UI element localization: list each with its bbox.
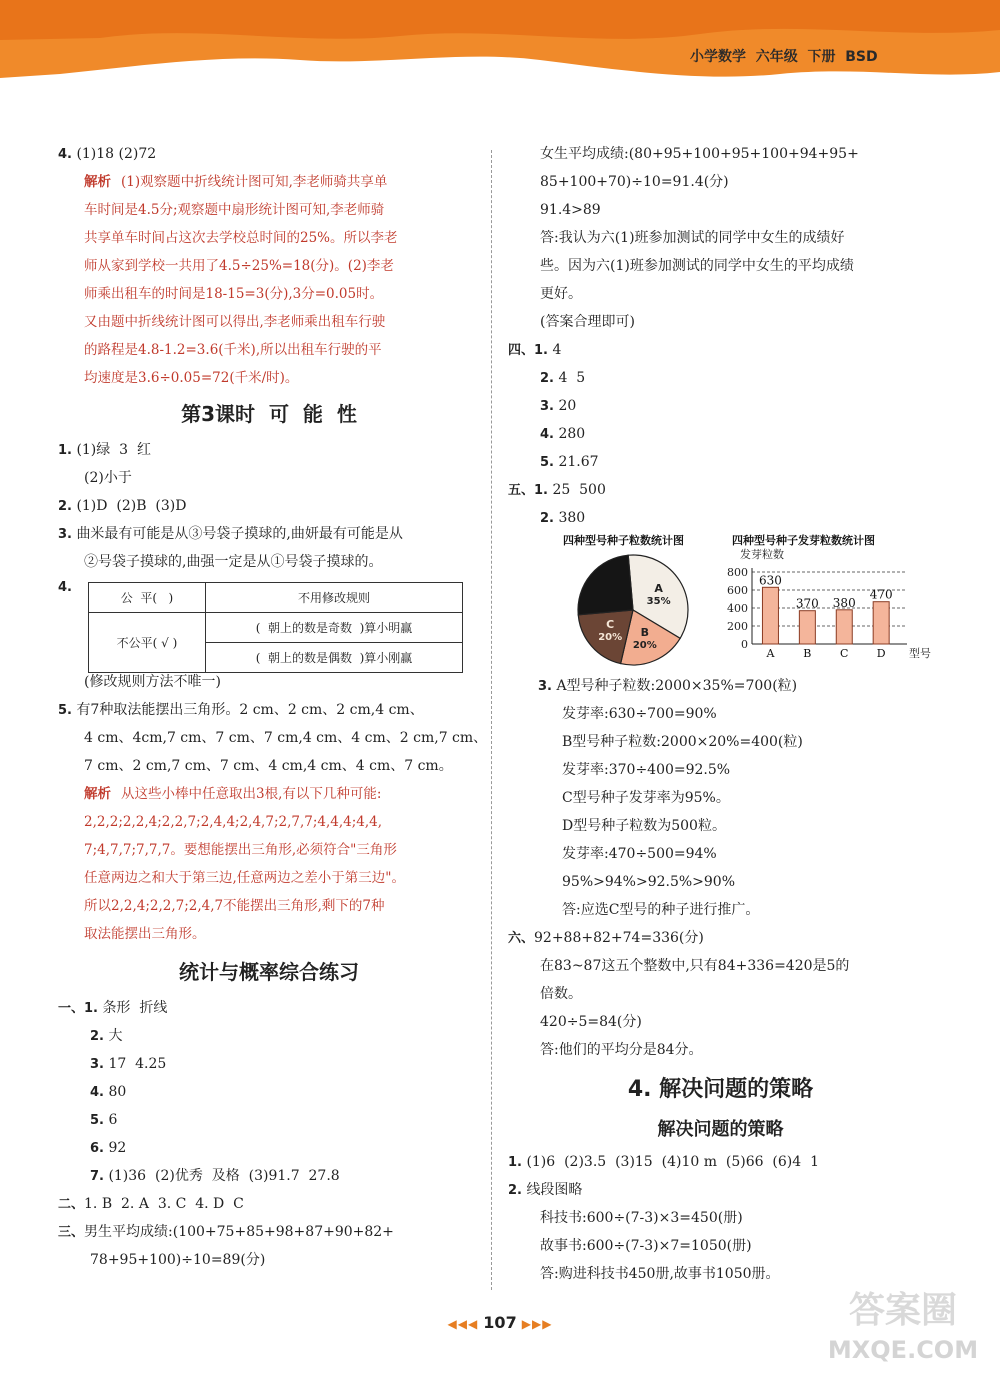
answer-line: 科技书:600÷(7-3)×3=450(册) (540, 1210, 743, 1226)
rule-cell: ( 朝上的数是偶数 )算小刚赢 (206, 643, 463, 673)
answer-line: 5. 6 (90, 1112, 118, 1128)
watermark-bottom: MXQE.COM (827, 1336, 979, 1364)
bar-y-label: 发芽粒数 (740, 548, 784, 561)
answer-line: 答:购进科技书450册,故事书1050册。 (540, 1266, 780, 1282)
bar-c (836, 610, 852, 644)
pie-slice-d (578, 555, 633, 615)
answer-line: 2. 线段图略 (508, 1182, 583, 1198)
answer-line: 发芽率:370÷400=92.5% (562, 762, 731, 778)
answer-line: 4. 280 (540, 426, 586, 442)
bar-category-label: A (766, 647, 775, 660)
answer-line: 4. (1)18 (2)72 (58, 146, 157, 162)
answer-line: 三、男生平均成绩:(100+75+85+98+87+90+82+ (58, 1224, 394, 1240)
answer-line: B型号种子粒数:2000×20%=400(粒) (562, 734, 803, 750)
bar-y-tick: 800 (727, 566, 748, 579)
answer-line: 4 cm、4cm,7 cm、7 cm、7 cm,4 cm、4 cm、2 cm,7 cm、 (84, 730, 488, 746)
answer-line: (答案合理即可) (540, 314, 635, 330)
answer-line: 在83~87这五个整数中,只有84+336=420是5的 (540, 958, 850, 974)
answer-line: 3. 17 4.25 (90, 1056, 167, 1072)
bar-category-label: D (876, 647, 886, 660)
chapter-title: 4. 解决问题的策略 (627, 1077, 814, 1102)
bar-value-label: 380 (832, 595, 856, 610)
explanation-line: 共享单车时间占这次去学校总时间的25%。所以李老 (84, 230, 398, 246)
pie-label-a: A (654, 581, 663, 595)
answer-line: 故事书:600÷(7-3)×7=1050(册) (540, 1238, 752, 1254)
answer-line: 3. 曲米最有可能是从③号袋子摸球的,曲妍最有可能是从 (58, 526, 403, 542)
answer-line: 些。因为六(1)班参加测试的同学中女生的平均成绩 (540, 258, 854, 274)
explanation-line: 又由题中折线统计图可以得出,李老师乘出租车行驶 (84, 314, 386, 330)
answer-line: 420÷5=84(分) (540, 1014, 642, 1030)
answer-line: 2. 4 5 (540, 370, 586, 386)
pie-label-b: B (640, 625, 650, 639)
fair-cell: 公 平( ) (89, 583, 206, 613)
explanation-line: 的路程是4.8-1.2=3.6(千米),所以出租车行驶的平 (84, 342, 382, 358)
answer-line: 91.4>89 (540, 202, 601, 218)
bar-a (762, 587, 778, 644)
bar-d (873, 602, 889, 644)
right-column (508, 140, 933, 1288)
bar-value-label: 630 (758, 573, 782, 588)
watermark-top: 答案圈 (848, 1290, 958, 1331)
answer-line: 更好。 (540, 286, 582, 302)
answer-line: 85+100+70)÷10=91.4(分) (540, 174, 729, 190)
explanation-line: 师从家到学校一共用了4.5÷25%=18(分)。(2)李老 (84, 258, 394, 274)
charts-svg (508, 532, 933, 672)
answer-line: 78+95+100)÷10=89(分) (90, 1252, 266, 1268)
answer-line: 二、1. B 2. A 3. C 4. D C (58, 1196, 244, 1212)
answer-line: 6. 92 (90, 1140, 127, 1156)
explanation-line: 均速度是3.6÷0.05=72(千米/时)。 (84, 370, 299, 386)
bar-y-tick: 0 (741, 638, 748, 651)
bar-value-label: 370 (795, 596, 819, 611)
answer-line: 四、1. 4 (508, 342, 562, 358)
lesson-title: 第3课时 可 能 性 (181, 402, 357, 426)
column-divider (491, 150, 492, 1290)
watermark-logo (818, 1280, 988, 1365)
page-number: ◀◀◀ 107 ▶▶▶ (447, 1313, 553, 1332)
rule-cell: ( 朝上的数是奇数 )算小明赢 (206, 613, 463, 643)
answer-line: 2. (1)D (2)B (3)D (58, 498, 187, 514)
answer-line: 2. 大 (90, 1028, 123, 1044)
explanation-line: 解析 从这些小棒中任意取出3根,有以下几种可能: (84, 786, 382, 802)
bar-y-tick: 600 (727, 584, 748, 597)
no-change-cell: 不用修改规则 (206, 583, 463, 613)
charts-block (508, 532, 933, 672)
explanation-tag: 解析 (84, 786, 111, 802)
pie-chart (578, 555, 688, 665)
explanation-line: 2,2,2;2,2,4;2,2,7;2,4,4;2,4,7;2,7,7;4,4,4;4,4, (84, 814, 383, 830)
explanation-line: 解析 (1)观察题中折线统计图可知,李老师骑共享单 (84, 174, 388, 190)
answer-line: D型号种子粒数为500粒。 (562, 818, 726, 834)
pie-chart-title: 四种型号种子粒数统计图 (563, 534, 684, 547)
bar-chart (727, 547, 931, 660)
bar-y-tick: 400 (727, 602, 748, 615)
explanation-line: 任意两边之和大于第三边,任意两边之差小于第三边"。 (84, 870, 406, 886)
left-column (58, 140, 488, 1274)
bar-b (799, 611, 815, 644)
answer-line: 3. 20 (540, 398, 577, 414)
explanation-line: 7;4,7,7;7,7,7。要想能摆出三角形,必须符合"三角形 (84, 842, 397, 858)
answer-line: 答:我认为六(1)班参加测试的同学中女生的成绩好 (540, 230, 845, 246)
pie-value-a: 35% (646, 595, 671, 607)
answer-line: 7 cm、2 cm,7 cm、7 cm、4 cm,4 cm、4 cm、7 cm。 (84, 758, 453, 774)
answer-line: 发芽率:630÷700=90% (562, 706, 717, 722)
answer-line: 7. (1)36 (2)优秀 及格 (3)91.7 27.8 (90, 1168, 340, 1184)
bar-y-tick: 200 (727, 620, 748, 633)
answer-line: 5. 有7种取法能摆出三角形。2 cm、2 cm、2 cm,4 cm、 (58, 702, 424, 718)
header-info (690, 46, 878, 66)
bar-category-label: B (803, 647, 812, 660)
answer-line: 倍数。 (540, 986, 582, 1002)
answer-line: 发芽率:470÷500=94% (562, 846, 717, 862)
header-edition: BSD (845, 49, 878, 65)
review-title: 统计与概率综合练习 (179, 960, 359, 984)
explanation-tag: 解析 (84, 174, 111, 190)
bar-value-label: 470 (869, 587, 893, 602)
answer-line: 一、1. 条形 折线 (58, 1000, 168, 1016)
pie-value-b: 20% (632, 639, 657, 651)
explanation-line: 取法能摆出三角形。 (84, 926, 206, 942)
header-volume: 下册 (807, 49, 836, 65)
answer-line: 3. A型号种子粒数:2000×35%=700(粒) (538, 678, 798, 694)
answer-line: 五、1. 25 500 (508, 482, 606, 498)
answer-line: (修改规则方法不唯一) (84, 674, 221, 690)
header-grade: 六年级 (755, 49, 798, 65)
pie-value-c: 20% (598, 631, 623, 643)
answer-line: 95%>94%>92.5%>90% (562, 874, 736, 890)
next-arrows-icon: ▶▶▶ (521, 1317, 553, 1331)
bar-chart-title: 四种型号种子发芽粒数统计图 (732, 534, 875, 547)
answer-line: C型号种子发芽率为95%。 (562, 790, 730, 806)
answer-line: 女生平均成绩:(80+95+100+95+100+94+95+ (540, 146, 859, 162)
header-subject: 小学数学 (690, 49, 746, 65)
prev-arrows-icon: ◀◀◀ (447, 1317, 479, 1331)
answer-line: 1. (1)6 (2)3.5 (3)15 (4)10 m (5)66 (6)4 1 (508, 1154, 819, 1170)
bar-x-label: 型号 (909, 647, 931, 660)
rule-table-block: 4. 公 平( ) 不用修改规则 不公平( √ ) ( 朝上的数是奇数 )算小明赢 ( 朝上的数是偶数 )算小刚赢 (58, 576, 480, 668)
answer-line: 4. 80 (90, 1084, 127, 1100)
explanation-line: 师乘出租车的时间是18-15=3(分),3分=0.05时。 (84, 286, 384, 302)
answer-line: 5. 21.67 (540, 454, 599, 470)
rule-table (88, 582, 463, 673)
answer-line: 2. 380 (540, 510, 586, 526)
answer-line: (2)小于 (84, 470, 132, 486)
answer-line: 1. (1)绿 3 红 (58, 442, 151, 458)
answer-line: 六、92+88+82+74=336(分) (508, 930, 704, 946)
chapter-subtitle: 解决问题的策略 (657, 1119, 784, 1140)
answer-line: 答:应选C型号的种子进行推广。 (562, 902, 760, 918)
pie-label-c: C (606, 617, 615, 631)
answer-line: ②号袋子摸球的,曲强一定是从①号袋子摸球的。 (84, 554, 383, 570)
bar-category-label: C (840, 647, 849, 660)
answer-line: 答:他们的平均分是84分。 (540, 1042, 703, 1058)
unfair-cell: 不公平( √ ) (89, 613, 206, 673)
explanation-line: 车时间是4.5分;观察题中扇形统计图可知,李老师骑 (84, 202, 385, 218)
explanation-line: 所以2,2,4;2,2,7;2,4,7不能摆出三角形,剩下的7种 (84, 898, 385, 914)
